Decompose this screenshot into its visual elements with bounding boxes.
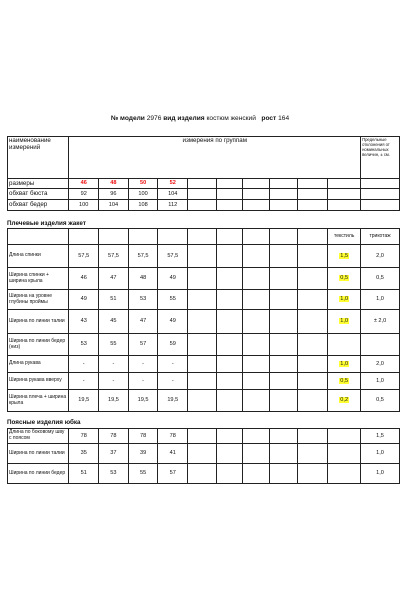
item-label: вид изделия [163,115,205,122]
document-title [0,115,400,122]
table-row [8,310,400,334]
value-cell: 57,5 [128,245,158,268]
tolerance-header: Предельные отклонения от номинальных величин, ± см. [361,137,400,179]
value-cell: - [128,373,158,390]
textile-tolerance: 1,0 [340,360,349,367]
value-cell: 100 [128,189,158,200]
tolerance-cell: 1,0 [361,444,400,464]
value-cell: - [69,356,99,373]
table-row [8,200,400,211]
value-cell: 57 [158,464,188,484]
value-cell: - [99,373,129,390]
sizes-label: размеры [8,179,69,189]
table-row [8,268,400,290]
knit-tolerance: 0,5 [361,268,400,290]
value-cell: 45 [99,310,129,334]
row-label: Ширина на уровне глубины проймы [8,290,69,310]
knit-tolerance: 0,5 [361,390,400,412]
value-cell: 55 [128,464,158,484]
groups-header: измерения по группам [69,137,361,179]
value-cell: 47 [99,268,129,290]
value-cell: 47 [128,310,158,334]
table-row [8,189,400,200]
tolerance-cell: 1,5 [361,429,400,444]
value-cell: 100 [69,200,99,211]
knit-tolerance: 1,0 [361,290,400,310]
table-row [8,444,400,464]
value-cell: 57 [128,334,158,356]
value-cell: 108 [128,200,158,211]
value-cell: - [158,373,188,390]
value-cell: 41 [158,444,188,464]
row-label: Ширина плеча + ширина крыла [8,390,69,412]
value-cell: 59 [158,334,188,356]
row-label: Ширина по линии талии [8,444,69,464]
value-cell: 53 [128,290,158,310]
row-label: Ширина рукава вверху [8,373,69,390]
value-cell: 43 [69,310,99,334]
height-label: рост [261,115,277,122]
value-cell: 19,5 [158,390,188,412]
row-label: обхват бюста [8,189,69,200]
knit-tolerance: 2,0 [361,356,400,373]
value-cell: 78 [69,429,99,444]
value-cell: 92 [69,189,99,200]
value-cell: 46 [69,268,99,290]
table-row [8,373,400,390]
textile-tolerance: 1,0 [340,296,349,303]
value-cell: 104 [99,200,129,211]
value-cell: 37 [99,444,129,464]
textile-header: текстиль [328,229,361,245]
textile-tolerance: 0,2 [340,397,349,404]
value-cell: 78 [99,429,129,444]
value-cell: 48 [128,268,158,290]
value-cell: 104 [158,189,188,200]
row-label: обхват бедер [8,200,69,211]
value-cell: 49 [69,290,99,310]
row-label: Ширина по линии бедер [8,464,69,484]
model-number: 2976 [146,115,162,122]
value-cell: 112 [158,200,188,211]
value-cell: 53 [99,464,129,484]
knit-tolerance: ± 2,0 [361,310,400,334]
value-cell: 51 [99,290,129,310]
value-cell: 57,5 [69,245,99,268]
value-cell: - [69,373,99,390]
value-cell: 19,5 [99,390,129,412]
size-cell: 48 [99,179,129,189]
tolerance-cell: 1,0 [361,464,400,484]
textile-tolerance: 1,0 [340,318,349,325]
value-cell: 53 [69,334,99,356]
table-row [8,356,400,373]
row-label: Длина рукава [8,356,69,373]
value-cell: 78 [128,429,158,444]
knit-tolerance: 2,0 [361,245,400,268]
item-value: костюм женский [206,115,256,122]
value-cell: 39 [128,444,158,464]
measurement-name-header: наименование измерений [8,137,69,179]
value-cell: 57,5 [158,245,188,268]
size-cell: 46 [69,179,99,189]
table-row [8,245,400,268]
value-cell: - [128,356,158,373]
knit-tolerance: 1,0 [361,373,400,390]
value-cell: 49 [158,310,188,334]
sizes-row [8,179,400,189]
value-cell: 96 [99,189,129,200]
size-cell: 52 [158,179,188,189]
value-cell: 35 [69,444,99,464]
height-value: 164 [278,115,290,122]
table-row [8,334,400,356]
value-cell: 55 [158,290,188,310]
size-cell: 50 [128,179,158,189]
value-cell: 19,5 [128,390,158,412]
value-cell: 78 [158,429,188,444]
row-label: Длина по боковому шву с поясом [8,429,69,444]
skirt-heading: Поясные изделия юбка [7,419,81,426]
value-cell: - [99,356,129,373]
textile-tolerance: 0,5 [340,275,349,282]
header-table [7,136,400,211]
table-row [8,464,400,484]
table-row [8,290,400,310]
value-cell: 51 [69,464,99,484]
skirt-table [7,428,400,484]
textile-tolerance: 0,5 [340,377,349,384]
row-label: Длина спинки [8,245,69,268]
model-label: № модели [110,115,145,122]
value-cell: 55 [99,334,129,356]
table-row [8,390,400,412]
knit-header: трикотаж [361,229,400,245]
table-row [8,429,400,444]
value-cell: 49 [158,268,188,290]
row-label: Ширина по линии бедер (низ) [8,334,69,356]
row-label: Ширина спинки + ширина крыла [8,268,69,290]
textile-tolerance: 1,5 [340,252,349,259]
value-cell: 57,5 [99,245,129,268]
jacket-table [7,228,400,412]
row-label: Ширина по линии талии [8,310,69,334]
value-cell: - [158,356,188,373]
value-cell: 19,5 [69,390,99,412]
jacket-heading: Плечевые изделия жакет [7,220,86,227]
